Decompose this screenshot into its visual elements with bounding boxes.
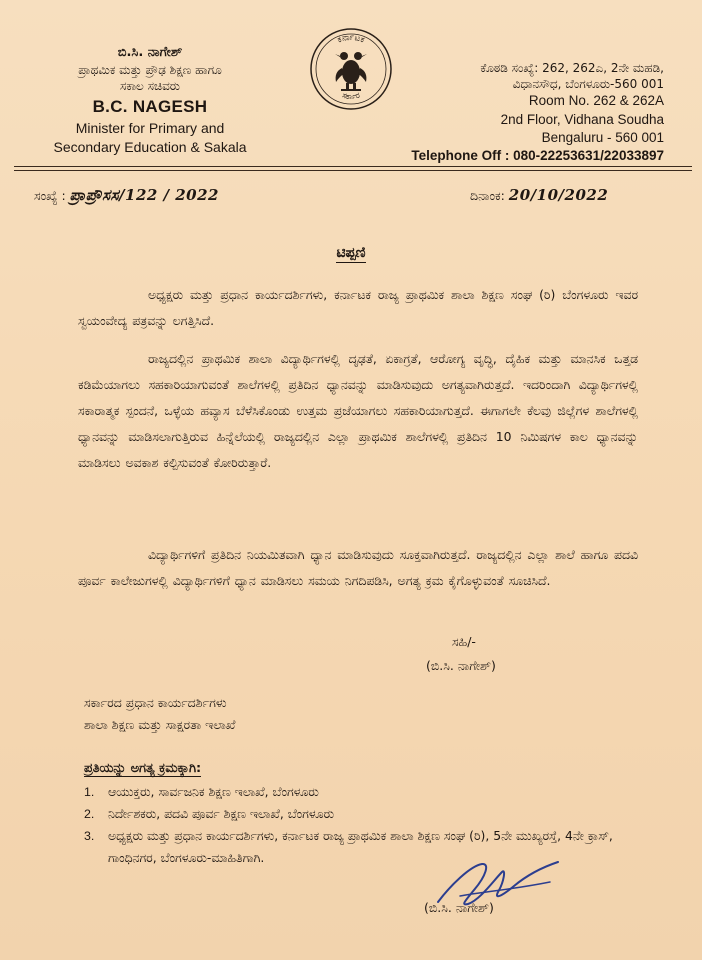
reference-number (34, 186, 219, 204)
copy-item (84, 803, 624, 825)
office-address-en-2: 2nd Floor, Vidhana Soudha (500, 111, 664, 127)
copy-item (84, 781, 624, 803)
emblem-bottom-text: ಸರ್ಕಾರ (341, 90, 361, 102)
date-value: 20/10/2022 (508, 186, 609, 204)
body-paragraph-3: ವಿದ್ಯಾರ್ಥಿಗಳಿಗೆ ಪ್ರತಿದಿನ ನಿಯಮಿತವಾಗಿ ಧ್ಯಾನ ಮಾಡಿಸುವುದು ಸೂಕ್ತವಾಗಿರುತ್ತದೆ. ರಾಜ್ಯದಲ್ಲಿನ ಎಲ್ಲಾ ಶಾಲೆ ಹಾಗೂ ಪದವಿ ಪೂರ್ವ ಕಾಲೇಜುಗಳಲ್ಲಿ ವಿದ್ಯಾರ್ಥಿಗಳಿಗೆ ಧ್ಯಾನ ಮಾಡಿಸಲು ಸಮಯ ನಿಗದಿಪಡಿಸಿ, ಅಗತ್ಯ ಕ್ರಮ ಕೈಗೊಳ್ಳುವಂತೆ ಸೂಚಿಸಿದೆ. (78, 547, 638, 588)
document-title: ಟಿಪ್ಪಣಿ (336, 245, 366, 261)
header-divider-thin (14, 170, 692, 171)
copy-item-text: ಅಧ್ಯಕ್ಷರು ಮತ್ತು ಪ್ರಧಾನ ಕಾರ್ಯದರ್ಶಿಗಳು, ಕರ್ನಾಟಕ ರಾಜ್ಯ ಪ್ರಾಥಮಿಕ ಶಾಲಾ ಶಿಕ್ಷಣ ಸಂಘ (ರಿ), 5ನೇ ಮುಖ್ಯರಸ್ತೆ, 4ನೇ ಕ್ರಾಸ್, ಗಾಂಧಿನಗರ, ಬೆಂಗಳೂರು-ಮಾಹಿತಿಗಾಗಿ. (108, 828, 613, 865)
copy-item-number: 1. (84, 785, 95, 799)
signed-mark: ಸಹಿ/- (452, 634, 476, 649)
svg-text:ಕರ್ನಾಟಕ (336, 33, 366, 46)
emblem-top-text: ಕರ್ನಾಟಕ (336, 32, 366, 46)
office-address-en-1: Room No. 262 & 262A (528, 93, 664, 109)
copy-item-text: ಆಯುಕ್ತರು, ಸಾರ್ವಜನಿಕ ಶಿಕ್ಷಣ ಇಲಾಖೆ, ಬೆಂಗಳೂರು (108, 784, 319, 799)
minister-title-kn-2: ಸಕಾಲ ಸಚಿವರು (120, 78, 180, 93)
reference-label: ಸಂಖ್ಯೆ : (34, 188, 66, 203)
copy-item-text: ನಿರ್ದೇಶಕರು, ಪದವಿ ಪೂರ್ವ ಶಿಕ್ಷಣ ಇಲಾಖೆ, ಬೆಂಗಳೂರು (108, 806, 335, 821)
addressee-line-2: ಶಾಲಾ ಶಿಕ್ಷಣ ಮತ್ತು ಸಾಕ್ಷರತಾ ಇಲಾಖೆ (84, 717, 236, 732)
date-label: ದಿನಾಂಕ: (470, 188, 505, 203)
addressee (84, 692, 235, 736)
addressee-line-1: ಸರ್ಕಾರದ ಪ್ರಧಾನ ಕಾರ್ಯದರ್ಶಿಗಳು (84, 695, 227, 710)
minister-title-en-1: Minister for Primary and (75, 119, 225, 136)
office-address-en-3: Bengaluru - 560 001 (541, 129, 664, 145)
reference-value: ಪ್ರಾಪ್ರೌಸಸ/122 / 2022 (69, 186, 219, 204)
copy-item-number: 3. (84, 829, 95, 843)
header-right (364, 60, 664, 165)
minister-title-en-2: Secondary Education & Sakala (53, 138, 247, 155)
svg-text:ಸರ್ಕಾರ (341, 91, 361, 101)
minister-name-en: B.C. NAGESH (92, 96, 208, 116)
signatory-name: (ಬಿ.ಸಿ. ನಾಗೇಶ್) (426, 658, 496, 673)
bottom-signatory-name: (ಬಿ.ಸಿ. ನಾಗೇಶ್) (424, 900, 494, 915)
letter-date (470, 186, 608, 204)
minister-title-kn-1: ಪ್ರಾಥಮಿಕ ಮತ್ತು ಪ್ರೌಢ ಶಿಕ್ಷಣ ಹಾಗೂ (78, 62, 222, 77)
telephone: Telephone Off : 080-22253631/22033897 (411, 148, 664, 164)
copy-item-number: 2. (84, 807, 95, 821)
body-paragraph-2: ರಾಜ್ಯದಲ್ಲಿನ ಪ್ರಾಥಮಿಕ ಶಾಲಾ ವಿದ್ಯಾರ್ಥಿಗಳಲ್ಲಿ ದೃಢತೆ, ಏಕಾಗ್ರತೆ, ಆರೋಗ್ಯ ವೃದ್ಧಿ, ದೈಹಿಕ ಮತ್ತು ಮಾನಸಿಕ ಒತ್ತಡ ಕಡಿಮೆಯಾಗಲು ಸಹಕಾರಿಯಾಗುವಂತೆ ಶಾಲೆಗಳಲ್ಲಿ ಪ್ರತಿದಿನ ಧ್ಯಾನವನ್ನು ಮಾಡಿಸುವುದು ಅಗತ್ಯವಾಗಿರುತ್ತದೆ. ಇದರಿಂದಾಗಿ ವಿದ್ಯಾರ್ಥಿಗಳಲ್ಲಿ ಸಕಾರಾತ್ಮಕ ಸ್ಪಂದನೆ, ಒಳ್ಳೆಯ ಹವ್ಯಾಸ ಬೆಳೆಸಿಕೊಂಡು ಉತ್ತಮ ಪ್ರಜೆಯಾಗಲು ಸಹಕಾರಿಯಾಗುತ್ತದೆ. ಈಗಾಗಲೇ ಕೆಲವು ಜಿಲ್ಲೆಗಳ ಶಾಲೆಗಳಲ್ಲಿ ಧ್ಯಾನವನ್ನು ಮಾಡಿಸಲಾಗುತ್ತಿರುವ ಹಿನ್ನೆಲೆಯಲ್ಲಿ ರಾಜ್ಯದಲ್ಲಿನ ಎಲ್ಲಾ ಪ್ರಾಥಮಿಕ ಶಾಲೆಗಳಲ್ಲಿ ಪ್ರತಿದಿನ 10 ನಿಮಿಷಗಳ ಕಾಲ ಧ್ಯಾನವನ್ನು ಮಾಡಿಸಲು ಅವಕಾಶ ಕಲ್ಪಿಸುವಂತೆ ಕೋರಿರುತ್ತಾರೆ. (78, 351, 638, 470)
office-address-kn-1: ಕೊಠಡಿ ಸಂಖ್ಯೆ: 262, 262ಎ, 2ನೇ ಮಹಡಿ, (480, 61, 664, 75)
office-address-kn-2: ವಿಧಾನಸೌಧ, ಬೆಂಗಳೂರು-560 001 (512, 77, 664, 92)
header-divider (14, 166, 692, 167)
header-left (20, 44, 280, 157)
body-paragraph-1: ಅಧ್ಯಕ್ಷರು ಮತ್ತು ಪ್ರಧಾನ ಕಾರ್ಯದರ್ಶಿಗಳು, ಕರ್ನಾಟಕ ರಾಜ್ಯ ಪ್ರಾಥಮಿಕ ಶಾಲಾ ಶಿಕ್ಷಣ ಸಂಘ (ರಿ) ಬೆಂಗಳೂರು ಇವರ ಸ್ವಯಂವೇದ್ಯ ಪತ್ರವನ್ನು ಲಗತ್ತಿಸಿದೆ. (78, 287, 638, 328)
copies-heading: ಪ್ರತಿಯನ್ನು ಅಗತ್ಯ ಕ್ರಮಕ್ಕಾಗಿ: (84, 761, 202, 776)
minister-name-kn: ಬಿ.ಸಿ. ನಾಗೇಶ್ (117, 45, 183, 60)
